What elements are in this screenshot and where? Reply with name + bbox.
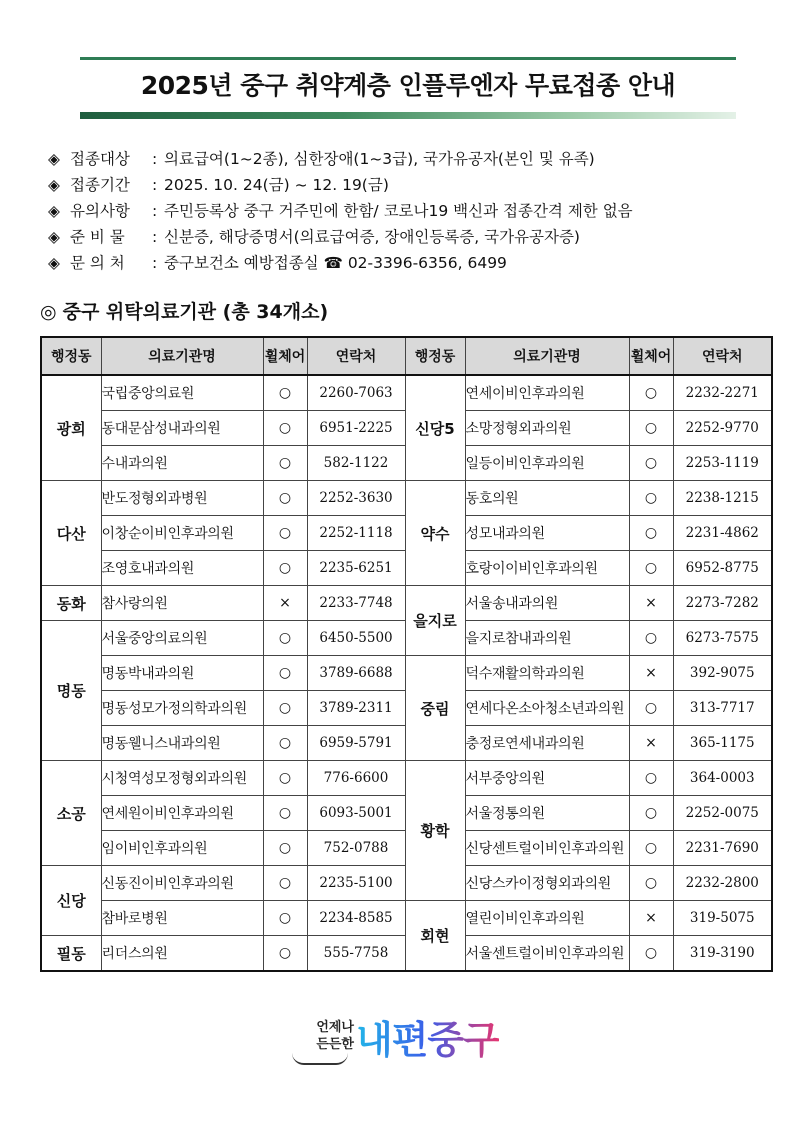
info-colon: : (152, 176, 158, 194)
info-value: 주민등록상 중구 거주민에 한함/ 코로나19 백신과 접종간격 제한 없음 (164, 202, 633, 220)
clinic-phone: 6959-5791 (307, 726, 405, 761)
info-row (48, 250, 768, 276)
logo-wordmark: 내편중구 (356, 1015, 499, 1065)
info-colon: : (152, 228, 158, 246)
wheelchair-status: ○ (629, 411, 673, 446)
wheelchair-status: ○ (263, 411, 307, 446)
clinic-name: 명동박내과의원 (101, 656, 263, 691)
info-value: 의료급여(1~2종), 심한장애(1~3급), 국가유공자(본인 및 유족) (164, 150, 595, 168)
clinic-phone: 365-1175 (673, 726, 772, 761)
clinic-name: 덕수재활의학과의원 (465, 656, 629, 691)
dong-cell: 동화 (41, 586, 101, 621)
clinic-phone: 2232-2800 (673, 866, 772, 901)
wheelchair-status: × (629, 901, 673, 936)
clinic-phone: 3789-6688 (307, 656, 405, 691)
logo-slogan-line: 든든한 (316, 1037, 354, 1052)
header-dong: 행정동 (405, 337, 465, 375)
clinic-name: 신동진이비인후과의원 (101, 866, 263, 901)
clinic-name: 연세이비인후과의원 (465, 375, 629, 411)
clinic-table (40, 336, 773, 972)
header-dong: 행정동 (41, 337, 101, 375)
info-label: 준 비 물 (70, 228, 125, 246)
clinic-name: 명동성모가정의학과의원 (101, 691, 263, 726)
clinic-name: 임이비인후과의원 (101, 831, 263, 866)
wheelchair-status: ○ (263, 516, 307, 551)
wheelchair-status: ○ (263, 936, 307, 972)
logo-slogan (290, 1019, 354, 1053)
info-row (48, 224, 768, 250)
clinic-phone: 6952-8775 (673, 551, 772, 586)
dong-cell: 황학 (405, 761, 465, 901)
clinic-phone: 2234-8585 (307, 901, 405, 936)
info-value: 중구보건소 예방접종실 ☎ 02-3396-6356, 6499 (164, 254, 507, 272)
section-heading (40, 297, 328, 324)
wheelchair-status: ○ (263, 481, 307, 516)
wheelchair-status: ○ (263, 375, 307, 411)
clinic-phone: 2231-7690 (673, 831, 772, 866)
clinic-name: 충정로연세내과의원 (465, 726, 629, 761)
wheelchair-status: × (629, 586, 673, 621)
info-label: 유의사항 (70, 202, 130, 220)
clinic-name: 서울정통의원 (465, 796, 629, 831)
wheelchair-status: ○ (263, 621, 307, 656)
clinic-phone: 2235-5100 (307, 866, 405, 901)
info-row (48, 146, 768, 172)
dong-cell: 약수 (405, 481, 465, 586)
clinic-name: 연세다온소아청소년과의원 (465, 691, 629, 726)
info-row (48, 172, 768, 198)
info-colon: : (152, 150, 158, 168)
clinic-phone: 319-5075 (673, 901, 772, 936)
info-row (48, 198, 768, 224)
table-row (41, 901, 772, 936)
header-phone: 연락처 (673, 337, 772, 375)
diamond-bullet-icon: ◈ (48, 228, 60, 246)
wheelchair-status: ○ (629, 375, 673, 411)
dong-cell: 신당 (41, 866, 101, 936)
dong-cell: 명동 (41, 621, 101, 761)
diamond-bullet-icon: ◈ (48, 150, 60, 168)
wheelchair-status: ○ (263, 726, 307, 761)
clinic-phone: 2253-1119 (673, 446, 772, 481)
clinic-name: 동호의원 (465, 481, 629, 516)
dong-cell: 을지로 (405, 586, 465, 656)
wheelchair-status: ○ (629, 831, 673, 866)
clinic-name: 신당센트럴이비인후과의원 (465, 831, 629, 866)
wheelchair-status: ○ (263, 761, 307, 796)
wheelchair-status: ○ (263, 446, 307, 481)
wheelchair-status: × (629, 656, 673, 691)
info-label: 접종기간 (70, 176, 130, 194)
clinic-name: 서부중앙의원 (465, 761, 629, 796)
header-name: 의료기관명 (101, 337, 263, 375)
clinic-name: 서울송내과의원 (465, 586, 629, 621)
wheelchair-status: ○ (263, 831, 307, 866)
header-wheelchair: 휠체어 (629, 337, 673, 375)
info-value: 신분증, 해당증명서(의료급여증, 장애인등록증, 국가유공자증) (164, 228, 580, 246)
dong-cell: 신당5 (405, 375, 465, 481)
dong-cell: 필동 (41, 936, 101, 972)
wheelchair-status: ○ (263, 656, 307, 691)
clinic-phone: 2252-9770 (673, 411, 772, 446)
table-row (41, 761, 772, 796)
wheelchair-status: ○ (263, 901, 307, 936)
diamond-bullet-icon: ◈ (48, 202, 60, 220)
clinic-name: 시청역성모정형외과의원 (101, 761, 263, 796)
diamond-bullet-icon: ◈ (48, 254, 60, 272)
page-title: 2025년 중구 취약계층 인플루엔자 무료접종 안내 (140, 71, 676, 100)
clinic-phone: 6450-5500 (307, 621, 405, 656)
table-row (41, 481, 772, 516)
diamond-bullet-icon: ◈ (48, 176, 60, 194)
info-list (48, 146, 768, 276)
info-value: 2025. 10. 24(금) ~ 12. 19(금) (164, 176, 389, 194)
wheelchair-status: × (629, 726, 673, 761)
header-name: 의료기관명 (465, 337, 629, 375)
info-colon: : (152, 202, 158, 220)
wheelchair-status: ○ (629, 621, 673, 656)
wheelchair-status: ○ (629, 516, 673, 551)
table-row (41, 656, 772, 691)
wheelchair-status: ○ (629, 866, 673, 901)
section-title: 중구 위탁의료기관 (총 34개소) (62, 301, 329, 323)
table-row (41, 586, 772, 621)
clinic-name: 국립중앙의료원 (101, 375, 263, 411)
clinic-phone: 582-1122 (307, 446, 405, 481)
title-banner (80, 57, 736, 119)
clinic-phone: 6273-7575 (673, 621, 772, 656)
wheelchair-status: ○ (629, 691, 673, 726)
clinic-phone: 3789-2311 (307, 691, 405, 726)
info-label: 접종대상 (70, 150, 130, 168)
clinic-phone: 2238-1215 (673, 481, 772, 516)
clinic-name: 을지로참내과의원 (465, 621, 629, 656)
clinic-phone: 752-0788 (307, 831, 405, 866)
wheelchair-status: ○ (263, 551, 307, 586)
clinic-phone: 776-6600 (307, 761, 405, 796)
title-bottom-rule (80, 112, 736, 119)
clinic-name: 호랑이이비인후과의원 (465, 551, 629, 586)
clinic-phone: 313-7717 (673, 691, 772, 726)
dong-cell: 소공 (41, 761, 101, 866)
dong-cell: 다산 (41, 481, 101, 586)
wheelchair-status: ○ (263, 691, 307, 726)
clinic-phone: 2252-3630 (307, 481, 405, 516)
clinic-phone: 6951-2225 (307, 411, 405, 446)
wheelchair-status: ○ (629, 446, 673, 481)
table-header-row (41, 337, 772, 375)
clinic-name: 수내과의원 (101, 446, 263, 481)
clinic-phone: 364-0003 (673, 761, 772, 796)
wheelchair-status: ○ (263, 866, 307, 901)
clinic-name: 열린이비인후과의원 (465, 901, 629, 936)
dong-cell: 광희 (41, 375, 101, 481)
dong-cell: 회현 (405, 901, 465, 972)
section-mark-icon: ◎ (40, 301, 57, 323)
logo-slogan-line: 언제나 (316, 1020, 354, 1035)
wheelchair-status: ○ (263, 796, 307, 831)
info-label: 문 의 처 (70, 254, 125, 272)
clinic-phone: 2252-0075 (673, 796, 772, 831)
clinic-phone: 2235-6251 (307, 551, 405, 586)
logo-swoosh-icon (292, 1053, 348, 1065)
header-wheelchair: 휠체어 (263, 337, 307, 375)
clinic-phone: 555-7758 (307, 936, 405, 972)
clinic-phone: 392-9075 (673, 656, 772, 691)
wheelchair-status: ○ (629, 761, 673, 796)
clinic-phone: 2233-7748 (307, 586, 405, 621)
clinic-phone: 6093-5001 (307, 796, 405, 831)
clinic-name: 서울센트럴이비인후과의원 (465, 936, 629, 972)
clinic-name: 동대문삼성내과의원 (101, 411, 263, 446)
clinic-phone: 2273-7282 (673, 586, 772, 621)
clinic-name: 소망정형외과의원 (465, 411, 629, 446)
clinic-phone: 319-3190 (673, 936, 772, 972)
clinic-phone: 2231-4862 (673, 516, 772, 551)
clinic-name: 참사랑의원 (101, 586, 263, 621)
info-colon: : (152, 254, 158, 272)
clinic-name: 조영호내과의원 (101, 551, 263, 586)
clinic-name: 서울중앙의료의원 (101, 621, 263, 656)
wheelchair-status: × (263, 586, 307, 621)
clinic-phone: 2260-7063 (307, 375, 405, 411)
wheelchair-status: ○ (629, 551, 673, 586)
clinic-name: 일등이비인후과의원 (465, 446, 629, 481)
wheelchair-status: ○ (629, 796, 673, 831)
wheelchair-status: ○ (629, 936, 673, 972)
clinic-phone: 2252-1118 (307, 516, 405, 551)
clinic-name: 명동웰니스내과의원 (101, 726, 263, 761)
clinic-name: 성모내과의원 (465, 516, 629, 551)
dong-cell: 중림 (405, 656, 465, 761)
clinic-name: 반도정형외과병원 (101, 481, 263, 516)
clinic-name: 참바로병원 (101, 901, 263, 936)
clinic-name: 리더스의원 (101, 936, 263, 972)
table-row (41, 375, 772, 411)
clinic-name: 신당스카이정형외과의원 (465, 866, 629, 901)
district-logo (290, 1015, 530, 1067)
clinic-phone: 2232-2271 (673, 375, 772, 411)
header-phone: 연락처 (307, 337, 405, 375)
clinic-name: 연세원이비인후과의원 (101, 796, 263, 831)
wheelchair-status: ○ (629, 481, 673, 516)
clinic-name: 이창순이비인후과의원 (101, 516, 263, 551)
